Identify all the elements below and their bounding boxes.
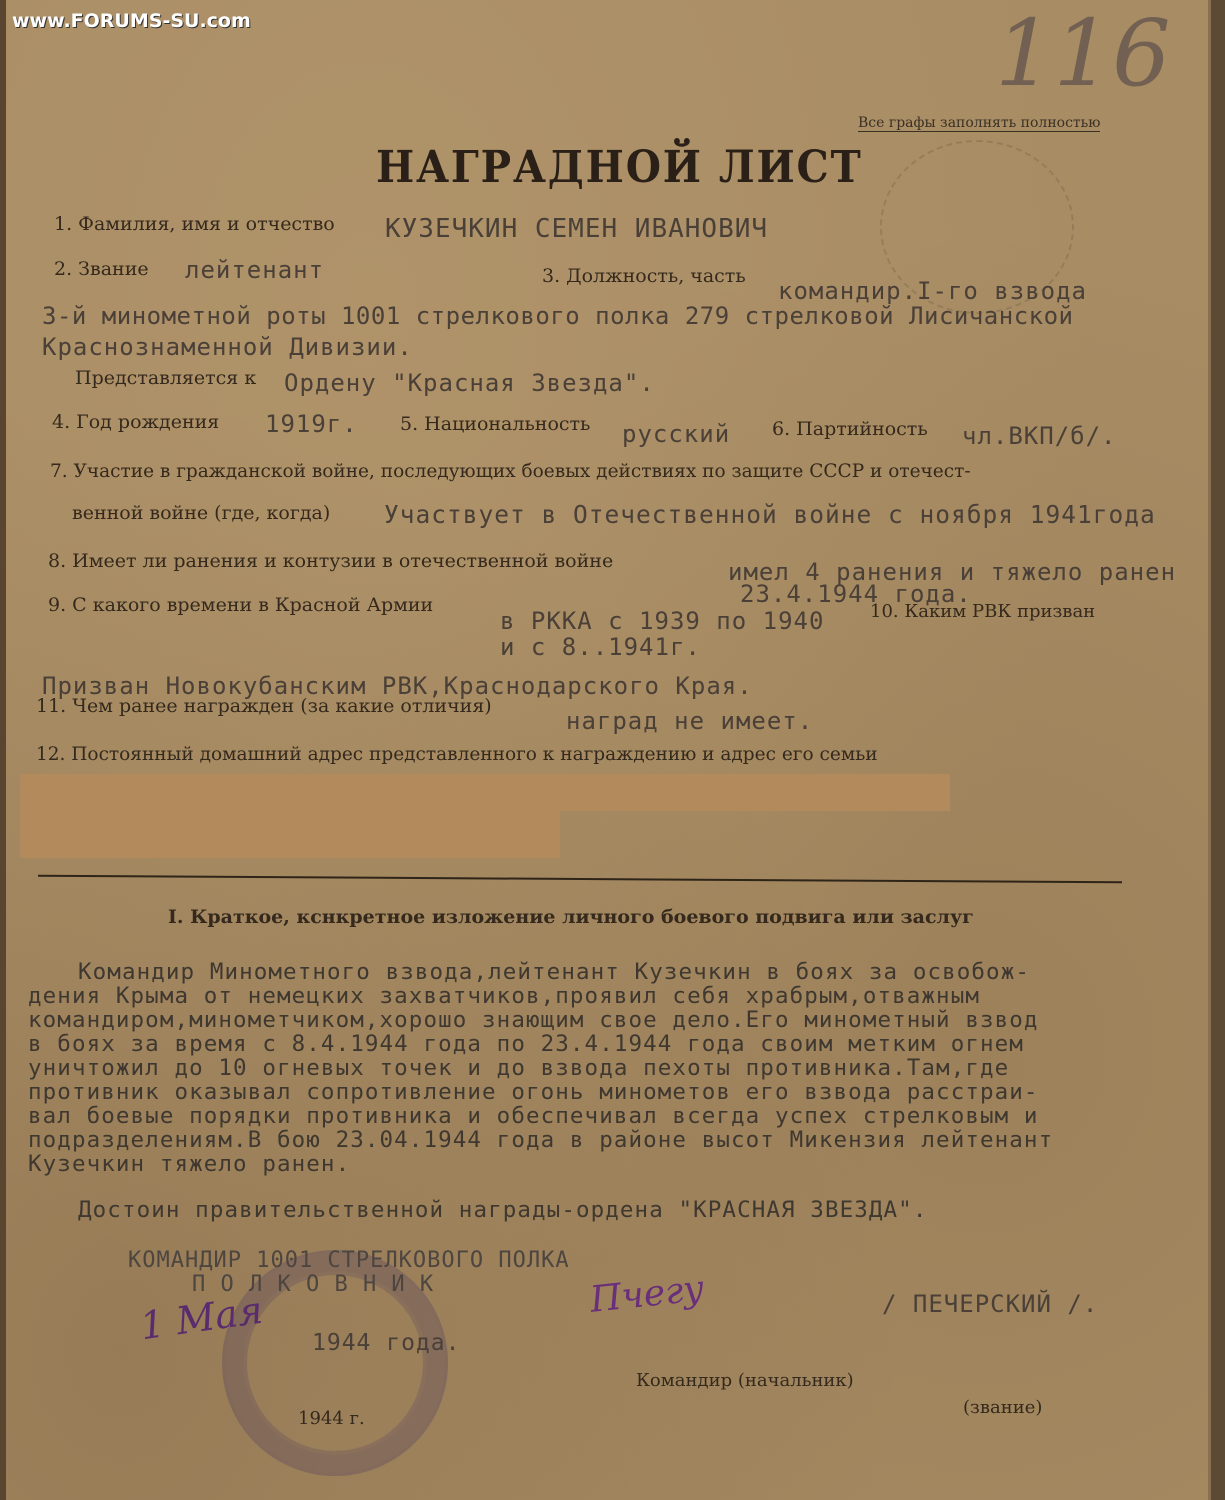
field-8-label: 8. Имеет ли ранения и контузии в отечественной войне xyxy=(48,550,614,572)
field-3-value-b: 3-й минометной роты 1001 стрелкового полка 279 стрелковой Лисичанской xyxy=(42,302,1074,330)
field-6-value: чл.ВКП/б/. xyxy=(962,422,1117,450)
field-3-value-c: Краснознаменной Дивизии. xyxy=(42,333,413,361)
narrative-line-5: уничтожил до 10 огневых точек и до взвода пехоты противника.Там,где xyxy=(28,1055,1010,1081)
field-1-label: 1. Фамилия, имя и отчество xyxy=(54,213,335,235)
watermark: www.FORUMS-SU.com xyxy=(12,10,251,32)
presented-value: Ордену "Красная Звезда". xyxy=(284,369,655,397)
field-8-value-a: имел 4 ранения и тяжело ранен xyxy=(728,558,1177,586)
field-4-label: 4. Год рождения xyxy=(52,411,220,433)
field-1-value: КУЗЕЧКИН СЕМЕН ИВАНОВИЧ xyxy=(385,214,769,244)
field-9-value-b: и с 8..1941г. xyxy=(500,633,701,661)
scan-right-edge-inner xyxy=(1208,0,1211,1500)
field-11-value: наград не имеет. xyxy=(566,707,814,735)
commander-line: КОМАНДИР 1001 СТРЕЛКОВОГО ПОЛКА xyxy=(128,1248,570,1273)
narrative-conclusion: Достоин правительственной награды-ордена "КРАСНАЯ ЗВЕЗДА". xyxy=(78,1197,928,1223)
presented-label: Представляется к xyxy=(75,367,257,389)
commander-label: Командир (начальник) xyxy=(636,1370,854,1391)
year-print: 1944 г. xyxy=(298,1408,365,1429)
field-4-value: 1919г. xyxy=(265,410,358,438)
narrative-line-2: дения Крыма от немецких захватчиков,проявил себя храбрым,отважным xyxy=(28,983,980,1009)
field-3-label: 3. Должность, часть xyxy=(542,265,746,287)
section-divider xyxy=(38,875,1122,884)
rank-line: П О Л К О В Н И К xyxy=(192,1272,435,1297)
redacted-address-line-1 xyxy=(20,774,950,811)
field-9-value-a: в РККА с 1939 по 1940 xyxy=(500,607,825,635)
narrative-line-7: вал боевые порядки противника и обеспечивал всегда успех стрелковым и xyxy=(28,1103,1039,1129)
field-9-label: 9. С какого времени в Красной Армии xyxy=(48,594,434,616)
commander-name: / ПЕЧЕРСКИЙ /. xyxy=(882,1290,1099,1318)
scan-right-edge xyxy=(1211,0,1225,1500)
narrative-line-6: противник оказывал сопротивление огонь минометов его взвода расстраи- xyxy=(28,1079,1039,1105)
field-8-value-b: 23.4.1944 года. xyxy=(740,580,972,608)
field-12-label: 12. Постоянный домашний адрес представленного к награждению и адрес его семьи xyxy=(36,744,878,765)
section-heading: I. Краткое, кснкретное изложение личного боевого подвига или заслуг xyxy=(168,906,974,928)
page-title: НАГРАДНОЙ ЛИСТ xyxy=(376,142,863,193)
field-7-label-b: венной войне (где, когда) xyxy=(72,502,331,524)
field-11-label: 11. Чем ранее награжден (за какие отличия) xyxy=(36,695,492,717)
narrative-line-1: Командир Минометного взвода,лейтенант Кузечкин в боях за освобож- xyxy=(78,959,1030,985)
fill-all-note: Все графы заполнять полностью xyxy=(858,115,1101,131)
field-6-label: 6. Партийность xyxy=(772,418,928,440)
field-7-label-a: 7. Участие в гражданской войне, последующих боевых действиях по защите СССР и отечест- xyxy=(50,461,971,482)
narrative-line-9: Кузечкин тяжело ранен. xyxy=(28,1151,351,1177)
handwritten-signature: Пчегу xyxy=(588,1268,707,1321)
handwritten-date: 1 Мая xyxy=(137,1287,266,1349)
redacted-address-line-2 xyxy=(20,811,560,858)
field-3-value-a: командир.I-го взвода xyxy=(778,277,1087,305)
scan-left-edge xyxy=(0,0,6,1500)
field-5-label: 5. Национальность xyxy=(400,413,591,435)
field-10-label: 10. Каким РВК призван xyxy=(870,601,1096,622)
narrative-line-8: подразделениям.В бою 23.04.1944 года в районе высот Микензия лейтенант xyxy=(28,1127,1054,1153)
archive-number: 116 xyxy=(995,0,1171,107)
narrative-line-3: командиром,минометчиком,хорошо знающим свое дело.Его минометный взвод xyxy=(28,1007,1039,1033)
field-2-value: лейтенант xyxy=(185,256,325,284)
field-7-value: Участвует в Отечественной войне с ноября 1941года xyxy=(384,500,1156,529)
rank-label: (звание) xyxy=(963,1397,1043,1418)
field-5-value: русский xyxy=(622,420,731,448)
field-2-label: 2. Звание xyxy=(54,258,149,280)
field-10-value: Призван Новокубанским РВК,Краснодарского Края. xyxy=(42,672,753,700)
date-year: 1944 года. xyxy=(312,1330,461,1356)
narrative-line-4: в боях за время с 8.4.1944 года по 23.4.1944 года своим метким огнем xyxy=(28,1031,1024,1057)
